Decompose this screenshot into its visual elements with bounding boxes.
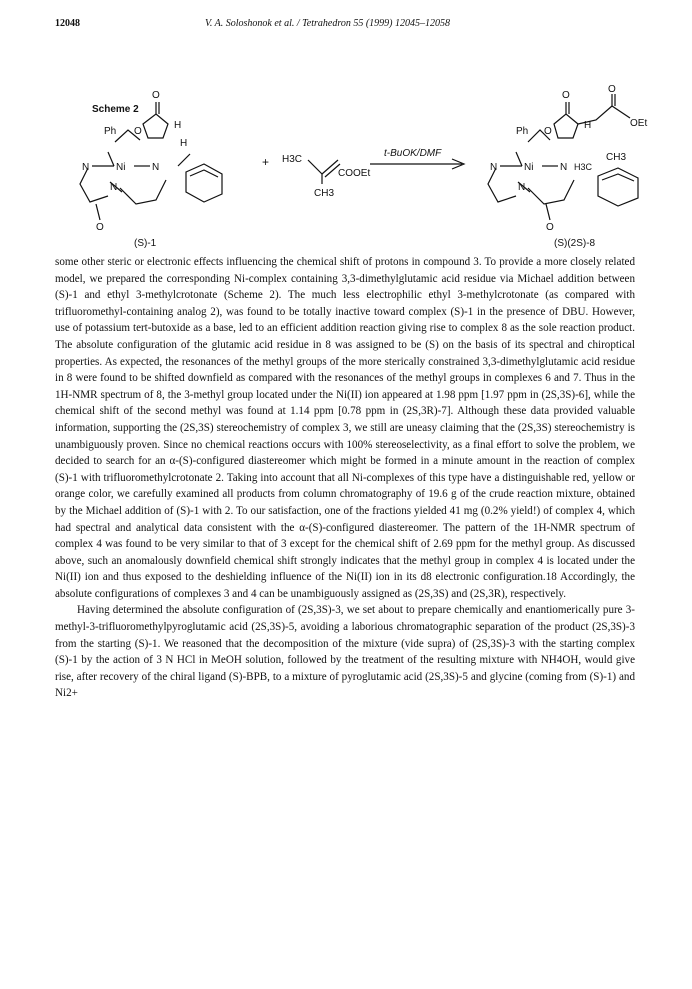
atom-ni-left: Ni <box>116 162 126 173</box>
scheme-drawing <box>40 84 660 254</box>
atom-n-left-2: N <box>152 162 160 173</box>
atom-h3c-crotonate: H3C <box>282 154 303 165</box>
atom-n-right-1: N <box>490 162 498 173</box>
atom-n-left-3: N <box>110 182 118 193</box>
atom-o-right-ring: O <box>544 126 552 137</box>
atom-h3c-right: H3C <box>574 162 593 172</box>
running-title: V. A. Soloshonok et al. / Tetrahedron 55 (1999) 12045–12058 <box>205 18 450 29</box>
plus-sign: + <box>262 155 270 169</box>
atom-o-left-carbonyl: O <box>152 90 160 101</box>
atom-n-right-2: N <box>560 162 568 173</box>
atom-o-right-amide: O <box>546 222 554 233</box>
paragraph-1: some other steric or electronic effects influencing the chemical shift of protons in compound 3. To provide a more closely related model, we prepared the corresponding Ni-complex containing 3,3-dimethylglutamic acid residue via Michael addition between (S)-1 and ethyl 3-methylcrotonate (Scheme 2). The much less electrophilic ethyl 3-methylcrotonate (as compared with trifluoromethyl-containing analog 2), was found to be totally inactive toward complex (S)-1 in the presence of DBU. However, use of potassium tert-butoxide as a base, led to an efficient addition reaction giving rise to complex 8 as the sole reaction product. The absolute configuration of the glutamic acid residue in 8 was assigned to be (S) on the basis of its spectral and chiroptical properties. As expected, the resonances of the methyl groups of the more sterically constrained 3,3-dimethylglutamic acid residue in 8 were found to be shifted downfield as compared with the resonances of the methyl groups in complexes 6 and 7. Thus in the 1H-NMR spectrum of 8, the 3-methyl group located under the Ni(II) ion appeared at 1.98 ppm [1.97 ppm in (2S,3S)-6], while the chemical shift of the second methyl was found at 1.14 ppm [0.78 ppm in (2S,3R)-7]. Although these data provided valuable information, supporting the (2S,3S) stereochemistry of complex 3, we still are uneasy claiming that the (2S,3S) stereochemistry is unambiguously proven. Since no chemical reactions occurs with 100% stereoselectivity, as a final effort to solve the problem, we decided to search for an α-(S)-configured diastereomer which might be formed in a minute amount in the reaction of complex (S)-1 with trifluoromethylcrotonate 2. Taking into account that all Ni-complexes of this type have a distinguishable red, yellow or orange color, we carefully examined all products from column chromatography of 19.6 g of the crude reaction mixture, obtained by the Michael addition of (S)-1 with 2. To our satisfaction, one of the fractions yielded 41 mg (0.2% yield!) of complex 4, which had spectral and analytical data consistent with the α-(S)-configured diastereomer. The pattern of the 1H-NMR spectrum of complex 4 was found to be very similar to that of 3 except for the chemical shift of 2.69 ppm for the methyl group. As discussed above, such an anomalously downfield chemical shift strongly indicates that the methyl group in complex 4 is located under the Ni(II) ion and thus exposed to the deshielding influence of the Ni(II) ion in its d8 electronic configuration.18 Accordingly, the absolute configurations of complexes 3 and 4 can be unambiguously assigned as (2S,3S) and (2S,3R), respectively. <box>55 256 635 600</box>
atom-ph-left: Ph <box>104 126 117 137</box>
atom-ch3-crotonate: CH3 <box>314 188 335 199</box>
atom-cooet-crotonate: COOEt <box>338 168 371 179</box>
atom-n-right-3: N <box>518 182 526 193</box>
page-header <box>55 18 637 32</box>
atom-ni-right: Ni <box>524 162 534 173</box>
atom-o-right-carbonyl: O <box>562 90 570 101</box>
atom-o-left-ring: O <box>134 126 142 137</box>
atom-ch3-right: CH3 <box>606 152 627 163</box>
atom-n-left-1: N <box>82 162 90 173</box>
reagent-conditions: t-BuOK/DMF <box>384 148 442 159</box>
compound-label-left: (S)-1 <box>134 238 157 249</box>
compound-label-right: (S)(2S)-8 <box>554 238 596 249</box>
atom-h-left-1: H <box>174 120 182 131</box>
atom-o-right-ester: O <box>608 84 616 95</box>
body-text <box>55 254 635 702</box>
atom-o-left-amide: O <box>96 222 104 233</box>
paragraph-2: Having determined the absolute configuration of (2S,3S)-3, we set about to prepare chemically and enantiomerically pure 3-methyl-3-trifluoromethylpyroglutamic acid (2S,3S)-5, avoiding a laborious chromatographic separation of the product (2S,3S)-3 from the starting (S)-1. We reasoned that the decomposition of the mixture (vide supra) of (2S,3S)-3 with the starting complex (S)-1 by the action of 3 N HCl in MeOH solution, followed by the treatment of the resulting mixture with NH4OH, would give rise, after recovery of the chiral ligand (S)-BPB, to a mixture of pyroglutamic acid (2S,3S)-5 and glycine (coming from (S)-1) and Ni2+ <box>55 604 635 700</box>
reaction-scheme <box>40 84 660 254</box>
atom-ph-right: Ph <box>516 126 529 137</box>
atom-oet-right: OEt <box>630 118 648 129</box>
scheme-title: Scheme 2 <box>92 104 139 115</box>
page-number: 12048 <box>55 18 80 29</box>
atom-h-right: H <box>584 120 592 131</box>
atom-h-left-2: H <box>180 138 188 149</box>
